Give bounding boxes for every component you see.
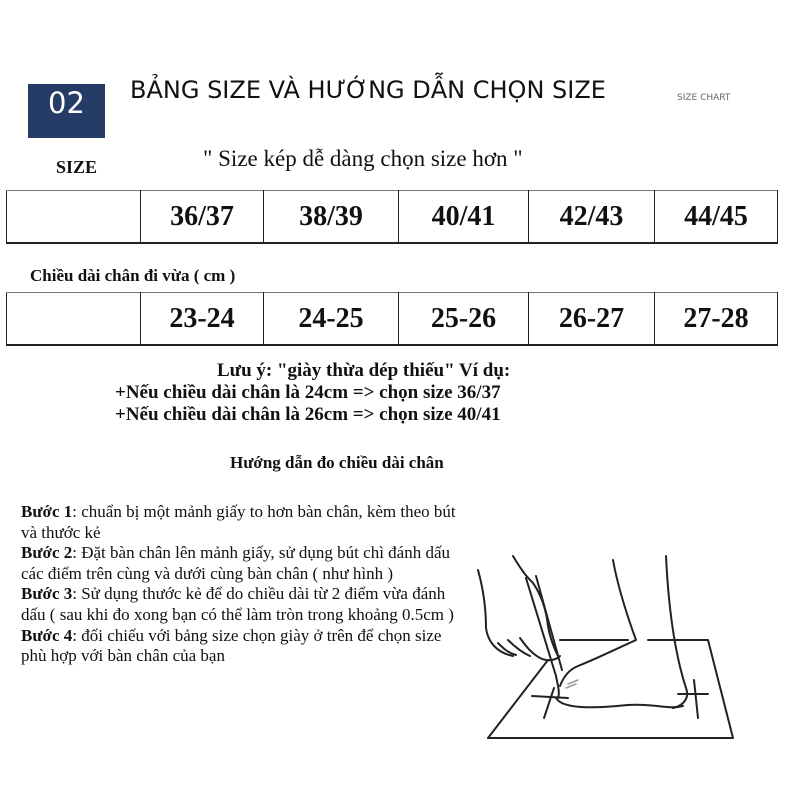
- step-2: [21, 543, 461, 584]
- step-3: [21, 584, 461, 625]
- step-text: : chuẩn bị một mảnh giấy to hơn bàn chân, kèm theo bút và thước kẻ: [21, 502, 456, 542]
- page-title: BẢNG SIZE VÀ HƯỚNG DẪN CHỌN SIZE: [130, 76, 606, 104]
- length-cell: 25-26: [399, 293, 529, 346]
- foot-length-label: Chiều dài chân đi vừa ( cm ): [30, 266, 236, 285]
- table-cell-empty: [7, 293, 141, 346]
- table-row: [7, 191, 778, 244]
- length-table: [6, 292, 778, 346]
- step-4: [21, 626, 461, 667]
- badge-number: 02: [48, 86, 85, 120]
- note-example-1: +Nếu chiều dài chân là 24cm => chọn size 36/37: [115, 382, 501, 403]
- guide-title: Hướng dẫn đo chiều dài chân: [230, 453, 444, 472]
- step-label: Bước 4: [21, 625, 73, 645]
- step-label: Bước 3: [21, 584, 73, 604]
- note-line: Lưu ý: "giày thừa dép thiếu" Ví dụ:: [217, 360, 511, 381]
- length-cell: 26-27: [529, 293, 655, 346]
- length-cell: 27-28: [655, 293, 778, 346]
- step-label: Bước 1: [21, 502, 73, 521]
- step-label: Bước 2: [21, 543, 73, 563]
- measurement-steps: [21, 502, 461, 667]
- step-1: [21, 502, 461, 543]
- size-cell: 38/39: [264, 191, 399, 244]
- size-cell: 44/45: [655, 191, 778, 244]
- note-example-2: +Nếu chiều dài chân là 26cm => chọn size 40/41: [115, 404, 501, 425]
- size-table: [6, 190, 778, 244]
- foot-measuring-illustration: [468, 548, 738, 758]
- length-cell: 24-25: [264, 293, 399, 346]
- length-cell: 23-24: [141, 293, 264, 346]
- step-text: : Sử dụng thước kẻ để do chiều dài từ 2 điểm vừa đánh dấu ( sau khi đo xong bạn có thể làm tròn trong khoảng 0.5cm ): [21, 584, 454, 624]
- size-cell: 42/43: [529, 191, 655, 244]
- section-number-badge: [28, 84, 105, 138]
- step-text: : đối chiếu với bảng size chọn giày ở trên để chọn size phù hợp với bàn chân của bạn: [21, 625, 442, 666]
- table-cell-empty: [7, 191, 141, 244]
- size-chart-label: SIZE CHART: [677, 93, 731, 103]
- step-text: : Đặt bàn chân lên mảnh giấy, sử dụng bút chì đánh dấu các điểm trên cùng và dưới cùng bàn chân ( như hình ): [21, 543, 451, 583]
- table-row: [7, 293, 778, 346]
- size-cell: 40/41: [399, 191, 529, 244]
- size-cell: 36/37: [141, 191, 264, 244]
- tagline: " Size kép dễ dàng chọn size hơn ": [203, 146, 523, 171]
- size-label: SIZE: [56, 157, 98, 177]
